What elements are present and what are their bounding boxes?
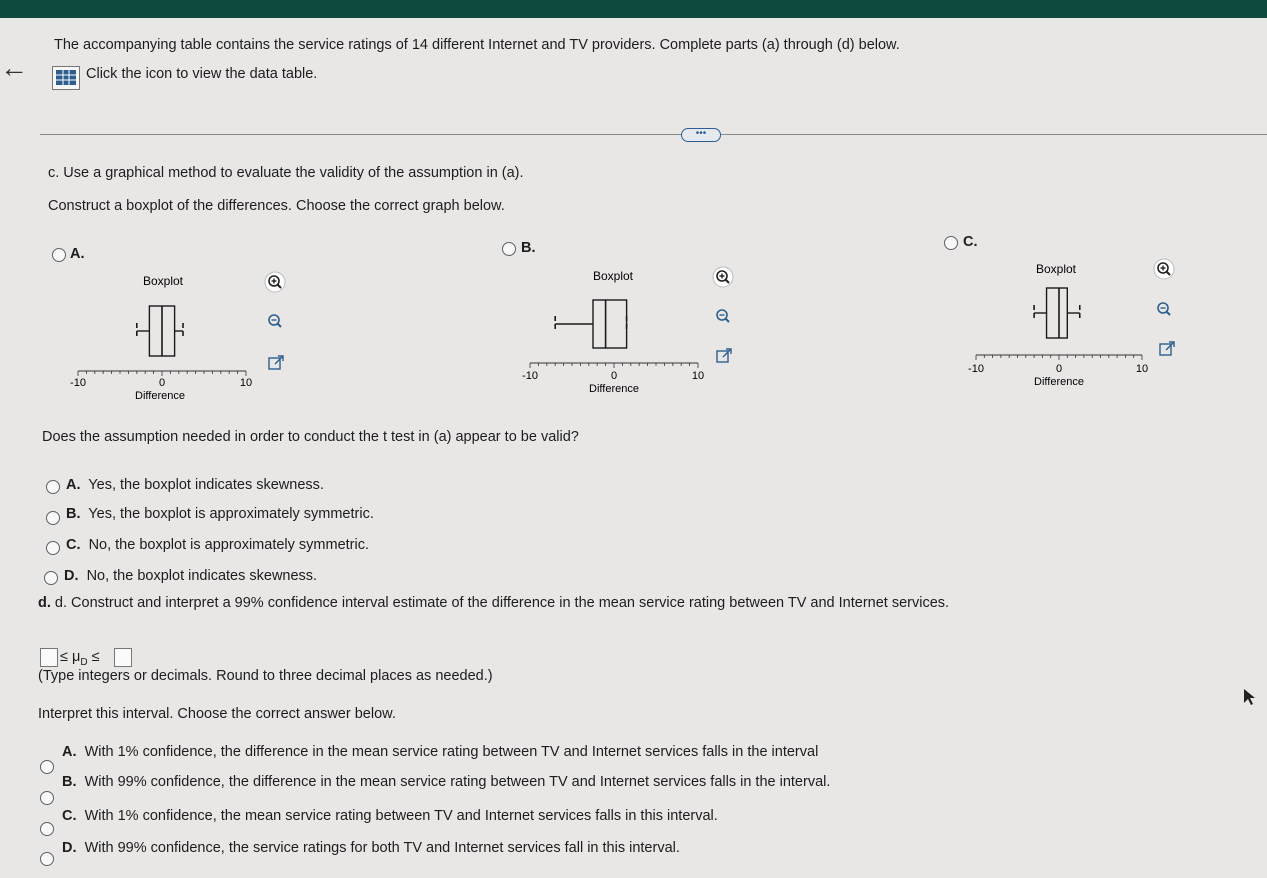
boxplot-b-xlabel: Difference	[589, 383, 639, 395]
graph-option-a-label: A.	[70, 246, 85, 262]
boxplot-c-title: Boxplot	[1035, 262, 1077, 276]
boxplot-a-tick-neg10: -10	[70, 377, 86, 389]
zoom-in-icon[interactable]	[1153, 258, 1175, 280]
boxplot-c-xlabel: Difference	[1034, 376, 1084, 388]
zoom-in-icon[interactable]	[264, 271, 286, 293]
interpret-option-d[interactable]: D. With 99% confidence, the service ratings for both TV and Internet services fall in this interval.	[62, 840, 680, 856]
zoom-in-icon[interactable]	[712, 266, 734, 288]
graph-option-c-radio[interactable]	[944, 236, 958, 250]
interpret-option-b-radio[interactable]	[40, 791, 54, 805]
zoom-out-icon[interactable]	[1153, 298, 1175, 320]
boxplot-a	[60, 268, 260, 403]
boxplot-a-title: Boxplot	[142, 274, 184, 288]
validity-option-c-radio[interactable]	[46, 541, 60, 555]
graph-option-a-radio[interactable]	[52, 248, 66, 262]
graph-option-b-radio[interactable]	[502, 242, 516, 256]
validity-option-b-radio[interactable]	[46, 511, 60, 525]
boxplot-b-title: Boxplot	[592, 269, 634, 283]
boxplot-c	[958, 256, 1158, 391]
section-divider	[40, 134, 1267, 135]
validity-option-a-radio[interactable]	[46, 480, 60, 494]
intro-text: The accompanying table contains the service ratings of 14 different Internet and TV providers. Complete parts (a) through (d) below.	[54, 37, 900, 53]
graph-option-c-label: C.	[963, 234, 978, 250]
top-bar	[0, 0, 1267, 18]
validity-option-a[interactable]: A. Yes, the boxplot indicates skewness.	[66, 477, 324, 493]
more-icon[interactable]: •••	[681, 128, 721, 142]
validity-option-d[interactable]: D. No, the boxplot indicates skewness.	[64, 568, 318, 584]
interpret-option-a-radio[interactable]	[40, 760, 54, 774]
boxplot-c-tick-10: 10	[1135, 363, 1149, 375]
boxplot-b-tick-10: 10	[691, 370, 705, 382]
mouse-cursor-icon	[1243, 688, 1257, 706]
boxplot-c-tick-neg10: -10	[968, 363, 984, 375]
boxplot-a-xlabel: Difference	[135, 390, 185, 402]
validity-option-b[interactable]: B. Yes, the boxplot is approximately symmetric.	[66, 506, 374, 522]
part-d-prompt-text: d. Construct and interpret a 99% confidence interval estimate of the difference in the mean service rating between TV and Internet services.	[54, 595, 950, 611]
data-table-icon[interactable]	[52, 66, 80, 90]
zoom-out-icon[interactable]	[264, 310, 286, 332]
boxplot-a-tick-10: 10	[239, 377, 253, 389]
boxplot-c-tick-0: 0	[1055, 363, 1063, 375]
part-d-prompt: d. d. Construct and interpret a 99% confidence interval estimate of the difference in the mean service rating between TV and Internet services.	[38, 595, 950, 611]
ci-inequality: ≤ $\mu_D$ ≤	[60, 649, 100, 668]
interpret-option-d-radio[interactable]	[40, 852, 54, 866]
ci-upper-input[interactable]	[114, 648, 132, 667]
ci-lower-input[interactable]	[40, 648, 58, 667]
interpret-option-a[interactable]: A. With 1% confidence, the difference in the mean service rating between TV and Internet services falls in the interval	[62, 744, 819, 760]
validity-option-c[interactable]: C. No, the boxplot is approximately symmetric.	[66, 537, 369, 553]
round-note: (Type integers or decimals. Round to three decimal places as needed.)	[38, 668, 493, 684]
back-arrow-icon[interactable]: ←	[0, 52, 28, 83]
part-c-instruction: Construct a boxplot of the differences. Choose the correct graph below.	[48, 198, 505, 214]
external-link-icon[interactable]	[267, 354, 285, 372]
interpret-option-b[interactable]: B. With 99% confidence, the difference in the mean service rating between TV and Internet services falls in the interval.	[62, 774, 831, 790]
external-link-icon[interactable]	[715, 347, 733, 365]
part-c-prompt: c. Use a graphical method to evaluate the validity of the assumption in (a).	[48, 165, 524, 181]
data-table-link[interactable]: Click the icon to view the data table.	[86, 66, 318, 82]
graph-option-b-label: B.	[521, 240, 536, 256]
interpret-prompt: Interpret this interval. Choose the correct answer below.	[38, 706, 396, 722]
boxplot-box	[593, 300, 627, 348]
external-link-icon[interactable]	[1158, 340, 1176, 358]
boxplot-b-tick-0: 0	[610, 370, 618, 382]
boxplot-a-tick-0: 0	[158, 377, 166, 389]
zoom-out-icon[interactable]	[712, 305, 734, 327]
interpret-option-c-radio[interactable]	[40, 822, 54, 836]
validity-question: Does the assumption needed in order to conduct the t test in (a) appear to be valid?	[42, 429, 579, 445]
boxplot-box	[1047, 288, 1068, 338]
validity-option-d-radio[interactable]	[44, 571, 58, 585]
interpret-option-c[interactable]: C. With 1% confidence, the mean service rating between TV and Internet services falls in this interval.	[62, 808, 718, 824]
boxplot-b	[512, 262, 712, 397]
boxplot-b-tick-neg10: -10	[522, 370, 538, 382]
